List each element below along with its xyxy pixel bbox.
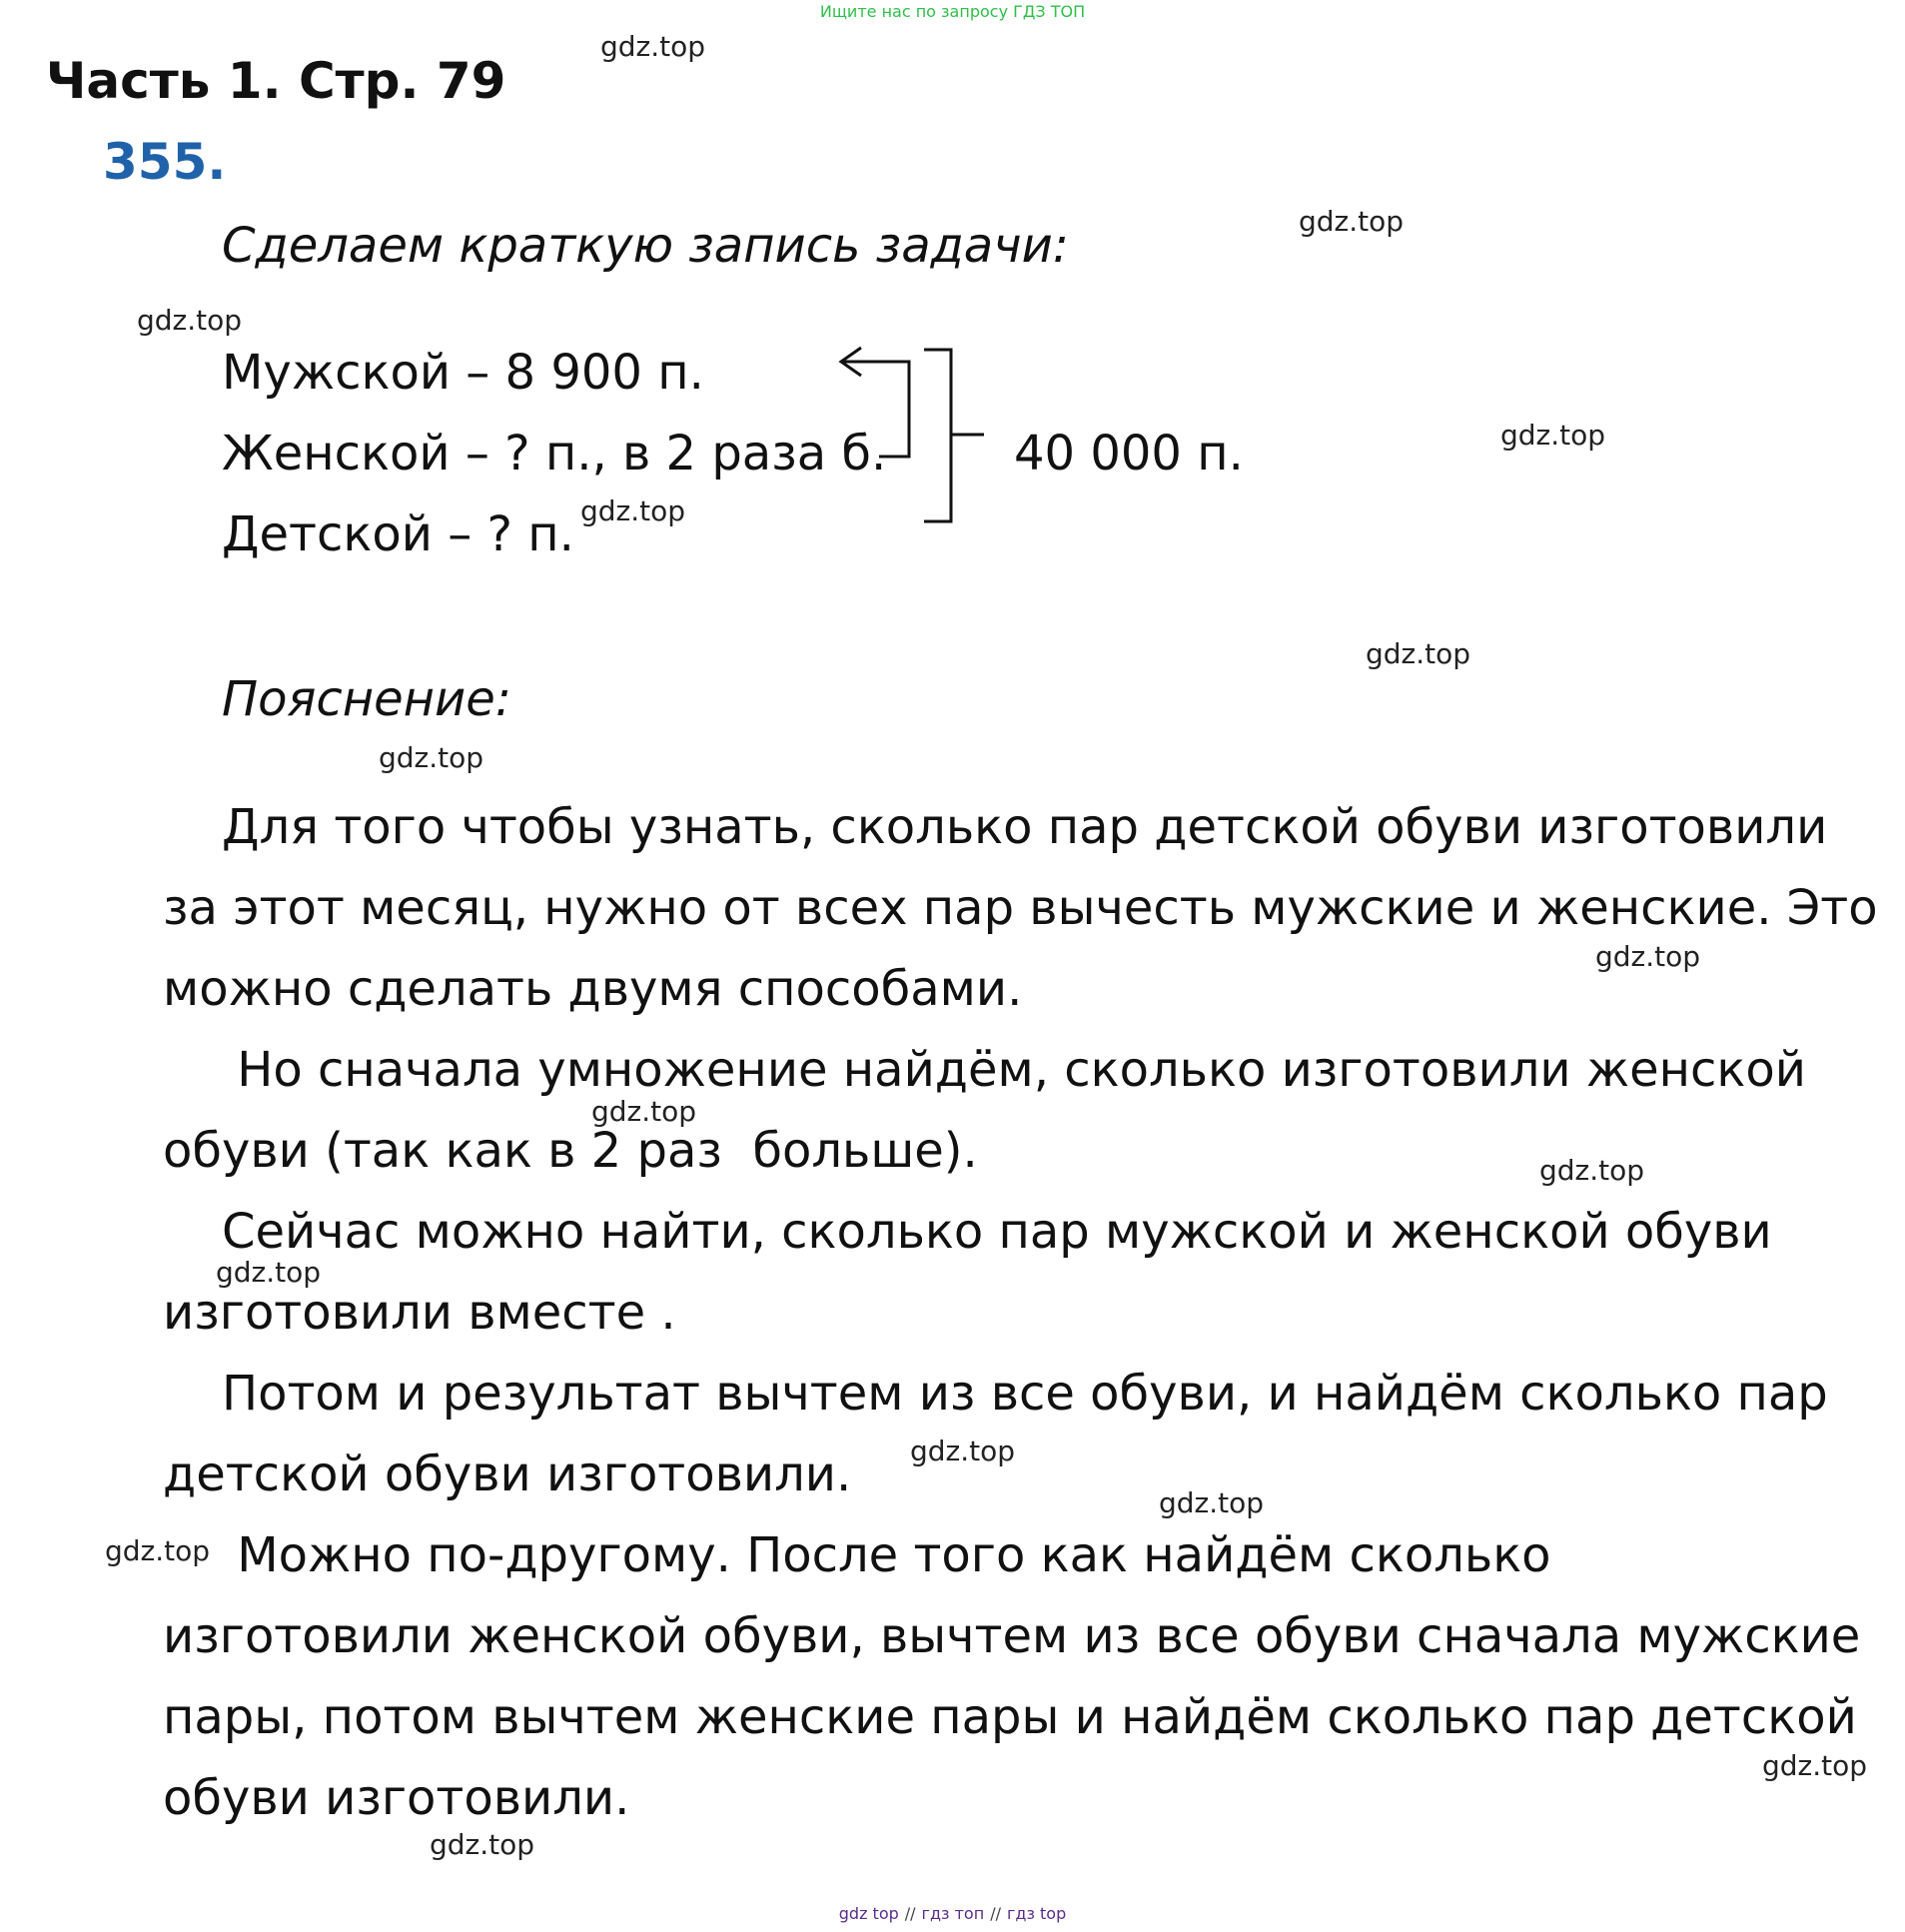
- watermark: gdz.top: [1500, 419, 1606, 452]
- explanation-line: Сейчас можно найти, сколько пар мужской и женской обуви: [222, 1204, 1772, 1260]
- explanation-line: Можно по-другому. После того как найдём сколько: [222, 1527, 1551, 1583]
- footer-separator: //: [990, 1904, 1001, 1923]
- explanation-line: обуви изготовили.: [163, 1770, 630, 1826]
- footer-item[interactable]: гдз топ: [921, 1904, 985, 1923]
- footer-item[interactable]: гдз top: [1006, 1904, 1067, 1923]
- page-title: Часть 1. Стр. 79: [46, 52, 506, 110]
- footer-separator: //: [904, 1904, 916, 1923]
- watermark: gdz.top: [105, 1534, 211, 1567]
- watermark: gdz.top: [1595, 940, 1701, 973]
- footer-item[interactable]: gdz top: [838, 1904, 899, 1923]
- explanation-line: детской обуви изготовили.: [163, 1447, 852, 1502]
- watermark: gdz.top: [1299, 205, 1405, 238]
- watermark: gdz.top: [580, 494, 686, 527]
- explanation-line: изготовили вместе .: [163, 1285, 676, 1341]
- condition-heading: Сделаем краткую запись задачи:: [222, 218, 1069, 274]
- condition-total: 40 000 п.: [1014, 426, 1244, 482]
- watermark: gdz.top: [1539, 1154, 1645, 1187]
- watermark: gdz.top: [600, 30, 706, 63]
- watermark: gdz.top: [137, 304, 243, 337]
- condition-row-children: Детской – ? п.: [222, 506, 574, 562]
- watermark: gdz.top: [379, 741, 484, 774]
- explanation-line: обуви (так как в 2 раз больше).: [163, 1123, 978, 1179]
- explanation-line: пары, потом вычтем женские пары и найдём сколько пар детской: [163, 1689, 1857, 1745]
- ratio-arrow: [841, 348, 909, 457]
- explanation-line: Для того чтобы узнать, сколько пар детской обуви изготовили: [222, 799, 1828, 855]
- watermark: gdz.top: [591, 1095, 697, 1128]
- explanation-line: можно сделать двумя способами.: [163, 961, 1023, 1017]
- total-brace: [924, 350, 984, 521]
- explanation-line: изготовили женской обуви, вычтем из все обуви сначала мужские: [163, 1608, 1861, 1664]
- explanation-line: за этот месяц, нужно от всех пар вычесть мужские и женские. Это: [163, 880, 1878, 936]
- explanation-line: Но сначала умножение найдём, сколько изготовили женской: [222, 1042, 1806, 1098]
- top-banner: Ищите нас по запросу ГДЗ ТОП: [819, 2, 1086, 21]
- explanation-line: Потом и результат вычтем из все обуви, и найдём сколько пар: [222, 1366, 1828, 1422]
- watermark: gdz.top: [910, 1435, 1016, 1467]
- condition-row-men: Мужской – 8 900 п.: [222, 345, 704, 401]
- watermark: gdz.top: [1762, 1749, 1868, 1782]
- watermark: gdz.top: [216, 1256, 322, 1289]
- footer: [0, 1904, 1905, 1923]
- explanation-heading: Пояснение:: [222, 671, 511, 727]
- watermark: gdz.top: [430, 1828, 535, 1861]
- watermark: gdz.top: [1366, 637, 1471, 670]
- condition-row-women: Женской – ? п., в 2 раза б.: [222, 426, 887, 482]
- watermark: gdz.top: [1159, 1486, 1265, 1519]
- task-number: 355.: [103, 133, 227, 191]
